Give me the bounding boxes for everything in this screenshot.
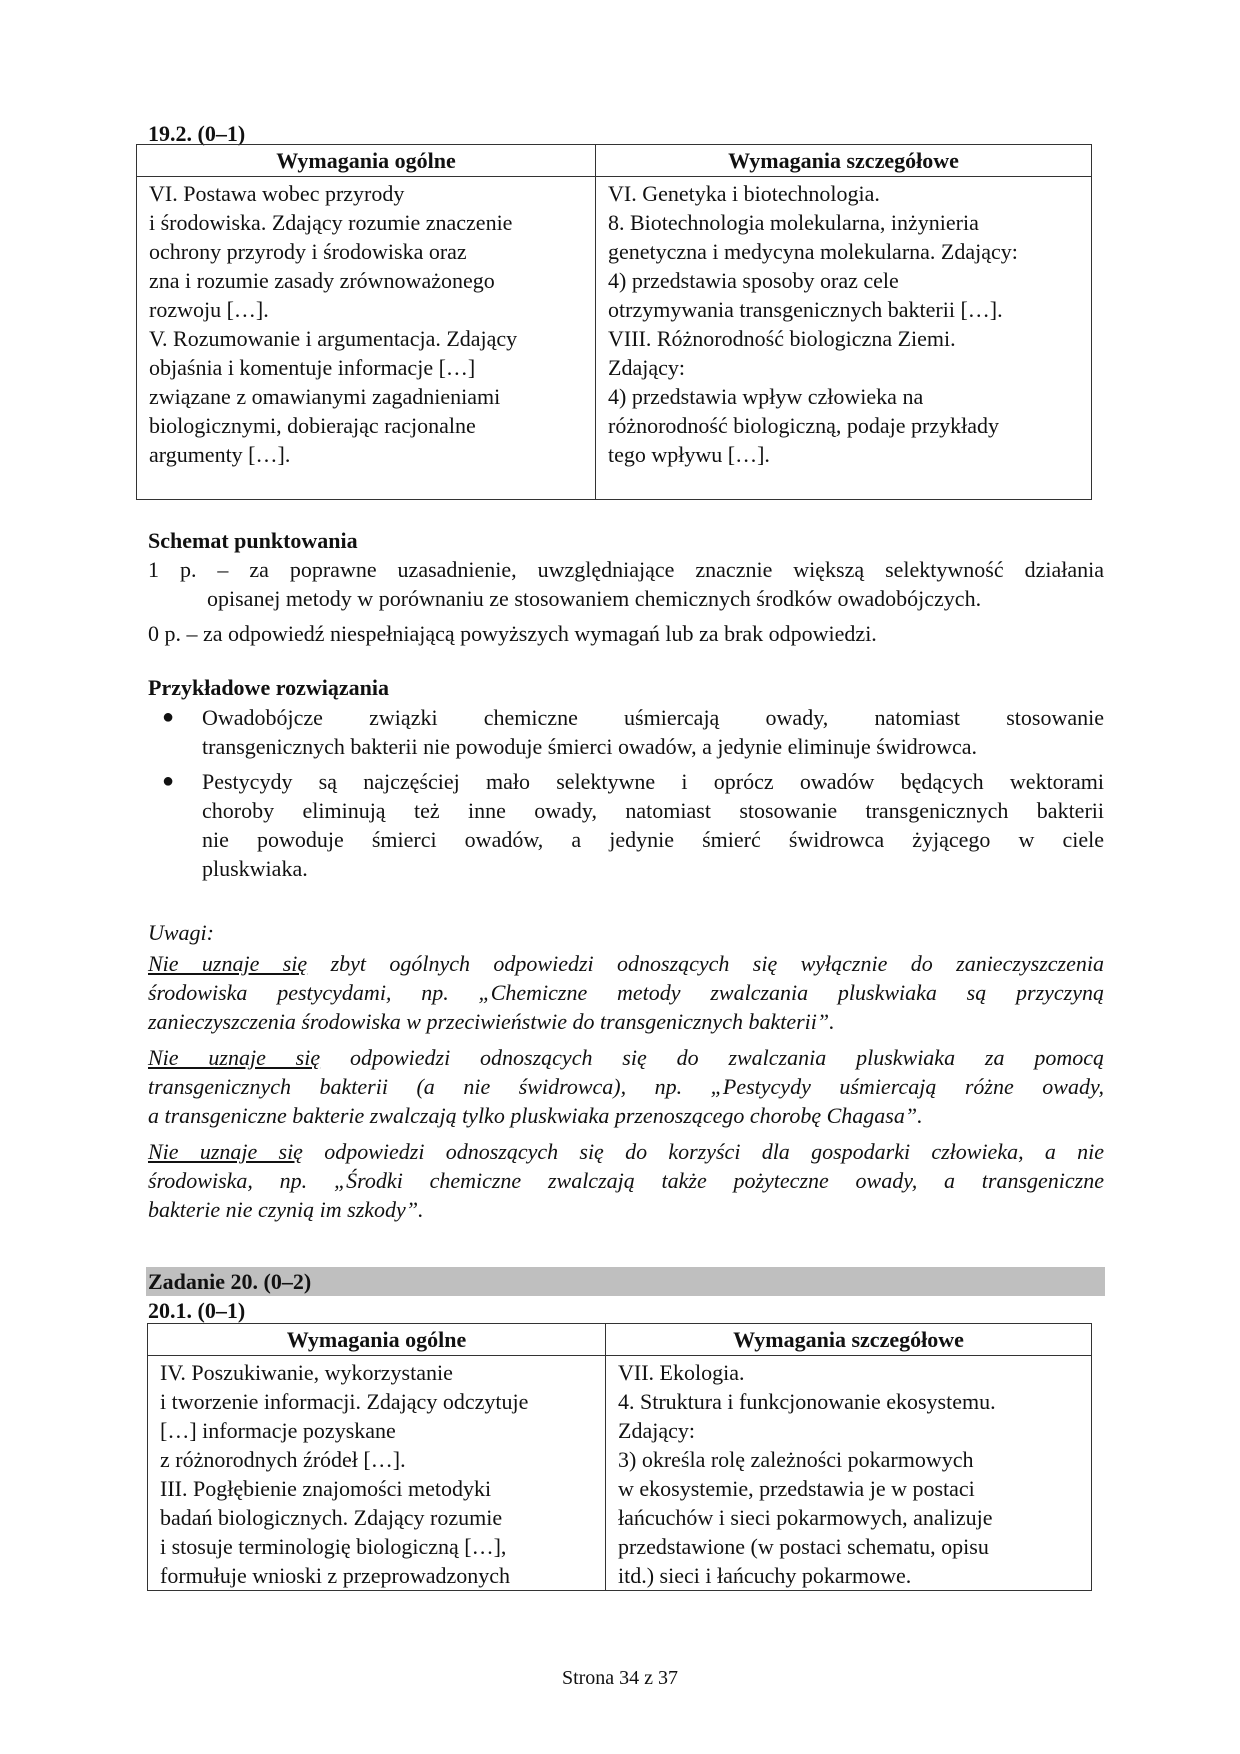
solutions-list xyxy=(148,703,1104,889)
text-line: ochrony przyrody i środowiska oraz xyxy=(149,239,467,264)
note-item xyxy=(148,1137,1104,1224)
note-item xyxy=(148,949,1104,1036)
text-line: tego wpływu […]. xyxy=(608,442,770,467)
text-line: III. Pogłębienie znajomości metodyki xyxy=(160,1476,492,1501)
general-requirements-cell xyxy=(137,177,596,500)
section-label-20-1: 20.1. (0–1) xyxy=(148,1298,246,1323)
text-line: Zdający: xyxy=(608,355,685,380)
requirements-table-19-2 xyxy=(136,144,1092,500)
text-line: argumenty […]. xyxy=(149,442,291,467)
text-line: 3) określa rolę zależności pokarmowych xyxy=(618,1447,974,1472)
text-line: formułuje wnioski z przeprowadzonych xyxy=(160,1563,511,1588)
text-line: przedstawione (w postaci schematu, opisu xyxy=(618,1534,989,1559)
text-line: łańcuchów i sieci pokarmowych, analizuje xyxy=(618,1505,993,1530)
bullet-icon: ● xyxy=(162,706,175,728)
requirements-table-20-1 xyxy=(147,1323,1092,1591)
scoring-title: Schemat punktowania xyxy=(148,528,358,553)
text-line: i tworzenie informacji. Zdający odczytuje xyxy=(160,1389,529,1414)
text-line: związane z omawianymi zagadnieniami xyxy=(149,384,501,409)
text-line: transgenicznych bakterii (a nie świdrowca), np. „Pestycydy uśmiercają różne owady, xyxy=(148,1074,1104,1099)
solutions-title: Przykładowe rozwiązania xyxy=(148,675,389,700)
text-line: 4) przedstawia sposoby oraz cele xyxy=(608,268,899,293)
text-line: pluskwiaka. xyxy=(202,856,308,881)
text-line xyxy=(148,1137,1104,1166)
text-line: zanieczyszczenia środowiska w przeciwieństwie do transgenicznych bakterii”. xyxy=(148,1009,835,1034)
table-header-row xyxy=(148,1324,1092,1356)
note-lead: Nie uznaje się xyxy=(148,1139,303,1164)
text-line: V. Rozumowanie i argumentacja. Zdający xyxy=(149,326,518,351)
note-text: odpowiedzi odnoszących się do korzyści dla gospodarki człowieka, a nie xyxy=(302,1139,1104,1164)
scoring-item-1-continuation: opisanej metody w porównaniu ze stosowaniem chemicznych środków owadobójczych. xyxy=(207,586,982,611)
text-line xyxy=(148,949,1104,978)
table-row xyxy=(137,177,1092,500)
text-line: 4. Struktura i funkcjonowanie ekosystemu. xyxy=(618,1389,996,1414)
text-line: różnorodność biologiczną, podaje przykłady xyxy=(608,413,999,438)
note-item xyxy=(148,1043,1104,1130)
text-line: VIII. Różnorodność biologiczna Ziemi. xyxy=(608,326,956,351)
text-line: i stosuje terminologię biologiczną […], xyxy=(160,1534,507,1559)
text-line: i środowiska. Zdający rozumie znaczenie xyxy=(149,210,513,235)
table-row xyxy=(148,1356,1092,1591)
page-number: Strona 34 z 37 xyxy=(561,1667,679,1689)
header-detailed: Wymagania szczegółowe xyxy=(606,1324,1092,1356)
text-line: biologicznymi, dobierając racjonalne xyxy=(149,413,476,438)
text-line: genetyczna i medycyna molekularna. Zdający: xyxy=(608,239,1018,264)
notes-title: Uwagi: xyxy=(148,920,214,945)
text-line: VII. Ekologia. xyxy=(618,1360,745,1385)
table-header-row xyxy=(137,145,1092,177)
text-line: w ekosystemie, przedstawia je w postaci xyxy=(618,1476,975,1501)
scoring-item-1 xyxy=(148,555,1104,584)
text-line: Zdający: xyxy=(618,1418,695,1443)
text-line: choroby eliminują też inne owady, natomiast stosowanie transgenicznych bakterii xyxy=(202,798,1104,823)
header-general: Wymagania ogólne xyxy=(148,1324,606,1356)
text-line: środowiska pestycydami, np. „Chemiczne metody zwalczania pluskwiaka są przyczyną xyxy=(148,980,1104,1005)
detailed-requirements-cell xyxy=(606,1356,1092,1591)
note-lead: Nie uznaje się xyxy=(148,1045,321,1070)
detailed-requirements-cell xyxy=(596,177,1092,500)
text-line: z różnorodnych źródeł […]. xyxy=(160,1447,406,1472)
text-line: objaśnia i komentuje informacje […] xyxy=(149,355,476,380)
text-line: bakterie nie czynią im szkody”. xyxy=(148,1197,424,1222)
text-line: a transgeniczne bakterie zwalczają tylko pluskwiaka przenoszącego chorobę Chagasa”. xyxy=(148,1103,923,1128)
text-line: 8. Biotechnologia molekularna, inżynieria xyxy=(608,210,979,235)
text-line: otrzymywania transgenicznych bakterii […]. xyxy=(608,297,1003,322)
text-line: VI. Postawa wobec przyrody xyxy=(149,181,405,206)
text-line: rozwoju […]. xyxy=(149,297,269,322)
note-text: zbyt ogólnych odpowiedzi odnoszących się wyłącznie do zanieczyszczenia xyxy=(307,951,1104,976)
text-line: 1 p. – za poprawne uzasadnienie, uwzględniające znacznie większą selektywność działania xyxy=(148,557,1104,582)
text-line: VI. Genetyka i biotechnologia. xyxy=(608,181,880,206)
header-general: Wymagania ogólne xyxy=(137,145,596,177)
list-item xyxy=(148,767,1104,883)
note-text: odpowiedzi odnoszących się do zwalczania pluskwiaka za pomocą xyxy=(320,1045,1104,1070)
text-line: badań biologicznych. Zdający rozumie xyxy=(160,1505,503,1530)
scoring-item-0: 0 p. – za odpowiedź niespełniającą powyższych wymagań lub za brak odpowiedzi. xyxy=(148,621,877,646)
notes-section xyxy=(148,918,1104,1231)
text-line: Pestycydy są najczęściej mało selektywne i oprócz owadów będących wektorami xyxy=(202,769,1104,794)
task-title: Zadanie 20. (0–2) xyxy=(148,1269,312,1294)
text-line: nie powoduje śmierci owadów, a jedynie śmierć świdrowca żyjącego w ciele xyxy=(202,827,1104,852)
text-line: transgenicznych bakterii nie powoduje śmierci owadów, a jedynie eliminuje świdrowca. xyxy=(202,734,978,759)
text-line: IV. Poszukiwanie, wykorzystanie xyxy=(160,1360,453,1385)
list-item xyxy=(148,703,1104,761)
task-title-bar xyxy=(146,1267,1105,1296)
header-detailed: Wymagania szczegółowe xyxy=(596,145,1092,177)
section-label-19-2: 19.2. (0–1) xyxy=(148,121,246,146)
general-requirements-cell xyxy=(148,1356,606,1591)
text-line xyxy=(148,1043,1104,1072)
text-line: 4) przedstawia wpływ człowieka na xyxy=(608,384,924,409)
bullet-icon: ● xyxy=(162,770,175,792)
text-line: zna i rozumie zasady zrównoważonego xyxy=(149,268,495,293)
text-line: Owadobójcze związki chemiczne uśmiercają owady, natomiast stosowanie xyxy=(202,705,1104,730)
text-line: itd.) sieci i łańcuchy pokarmowe. xyxy=(618,1563,912,1588)
note-lead: Nie uznaje się xyxy=(148,951,308,976)
text-line: […] informacje pozyskane xyxy=(160,1418,396,1443)
text-line: środowiska, np. „Środki chemiczne zwalczają także pożyteczne owady, a transgeniczne xyxy=(148,1168,1104,1193)
